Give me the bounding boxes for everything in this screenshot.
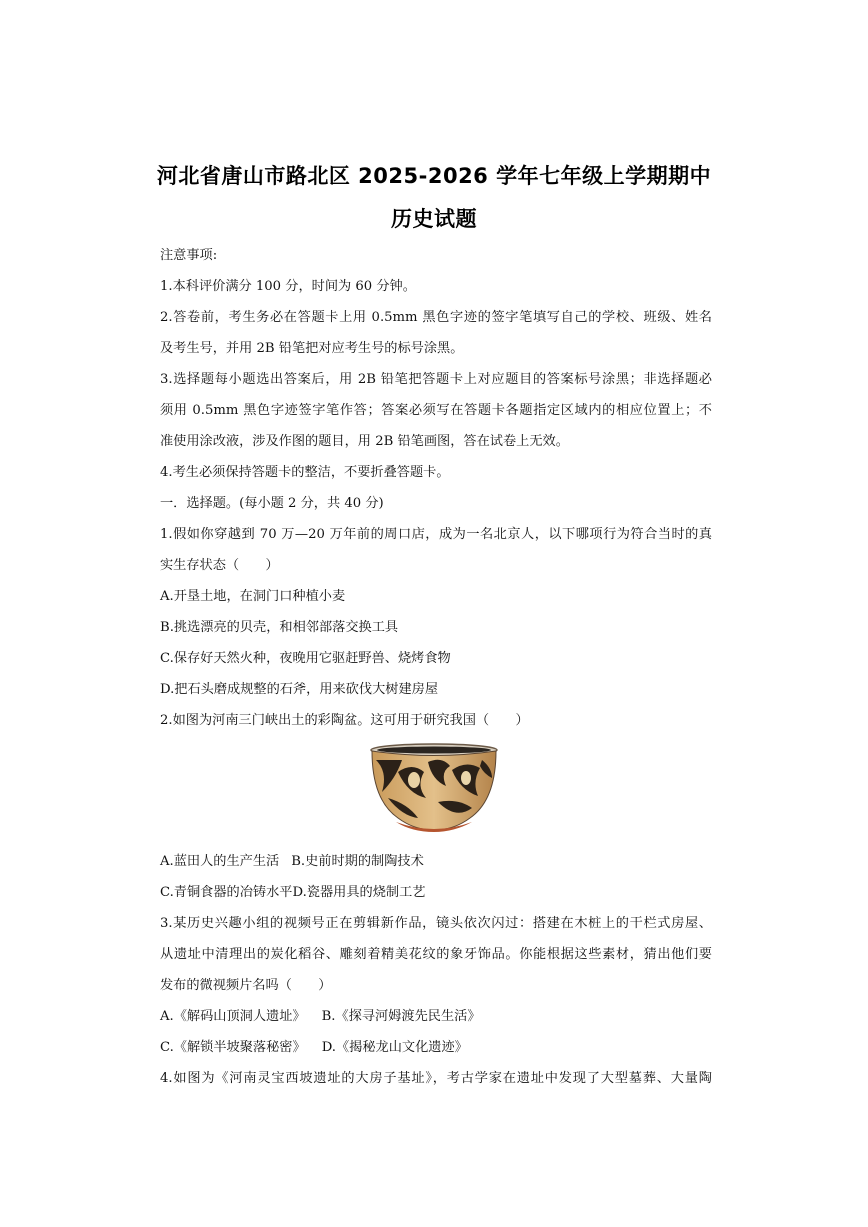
- question-2-option-b: B.史前时期的制陶技术: [291, 854, 424, 869]
- question-2-option-d: D.瓷器用具的烧制工艺: [292, 885, 426, 900]
- question-2-stem: 2.如图为河南三门峡出土的彩陶盆。这可用于研究我国（ ）: [160, 713, 529, 728]
- question-3-stem-line-2: 从遗址中清理出的炭化稻谷、雕刻着精美花纹的象牙饰品。你能根据这些素材，猜出他们要: [160, 947, 712, 962]
- exam-subject-title: 历史试题: [391, 207, 477, 231]
- section-heading: 一．选择题。(每小题 2 分，共 40 分): [160, 496, 384, 511]
- question-1-option-c: C.保存好天然火种，夜晚用它驱赶野兽、烧烤食物: [160, 651, 451, 666]
- exam-title: 河北省唐山市路北区 2025-2026 学年七年级上学期期中: [156, 164, 712, 188]
- notice-item-2-line-1: 2.答卷前，考生务必在答题卡上用 0.5mm 黑色字迹的签字笔填写自己的学校、班级、姓名: [160, 310, 712, 325]
- question-1-option-b: B.挑选漂亮的贝壳，和相邻部落交换工具: [160, 620, 399, 635]
- notice-item-3-line-1: 3.选择题每小题选出答案后，用 2B 铅笔把答题卡上对应题目的答案标号涂黑；非选择题必: [160, 372, 712, 387]
- question-1-option-d: D.把石头磨成规整的石斧，用来砍伐大树建房屋: [160, 682, 439, 697]
- notice-item-3-line-3: 准使用涂改液，涉及作图的题目，用 2B 铅笔画图，答在试卷上无效。: [160, 434, 569, 449]
- painted-pottery-basin-image: [368, 742, 500, 834]
- question-2-options-row-2: [160, 877, 712, 908]
- question-3-options-row-2: [160, 1032, 712, 1063]
- notice-heading: 注意事项:: [160, 248, 218, 263]
- question-3-option-a: A.《解码山顶洞人遗址》: [160, 1009, 306, 1024]
- question-3-option-b: B.《探寻河姆渡先民生活》: [321, 1009, 481, 1024]
- question-3-stem-line-1: 3.某历史兴趣小组的视频号正在剪辑新作品，镜头依次闪过：搭建在木桩上的干栏式房屋、: [160, 916, 712, 931]
- exam-body: [160, 240, 712, 1094]
- question-3-options-row-1: [160, 1001, 712, 1032]
- question-2-option-a: A.蓝田人的生产生活: [160, 854, 280, 869]
- notice-item-1: 1.本科评价满分 100 分，时间为 60 分钟。: [160, 279, 416, 294]
- question-3-option-d: D.《揭秘龙山文化遗迹》: [321, 1040, 468, 1055]
- question-3-stem-line-3: 发布的微视频片名吗（ ）: [160, 978, 332, 993]
- question-2-figure: [160, 736, 712, 846]
- notice-item-2-line-2: 及考生号，并用 2B 铅笔把对应考生号的标号涂黑。: [160, 341, 464, 356]
- question-2-option-c: C.青铜食器的冶铸水平: [160, 885, 293, 900]
- question-1-stem-line-1: 1.假如你穿越到 70 万—20 万年前的周口店，成为一名北京人，以下哪项行为符合当时的真: [160, 527, 712, 542]
- question-1-option-a: A.开垦土地，在洞门口种植小麦: [160, 589, 346, 604]
- notice-item-4: 4.考生必须保持答题卡的整洁，不要折叠答题卡。: [160, 465, 450, 480]
- question-4-stem-line-1: 4.如图为《河南灵宝西坡遗址的大房子基址》，考古学家在遗址中发现了大型墓葬、大量陶: [160, 1071, 712, 1086]
- notice-item-3-line-2: 须用 0.5mm 黑色字迹签字笔作答；答案必须写在答题卡各题指定区域内的相应位置上；不: [160, 403, 712, 418]
- question-3-option-c: C.《解锁半坡聚落秘密》: [160, 1040, 306, 1055]
- question-1-stem-line-2: 实生存状态（ ）: [160, 558, 279, 573]
- question-2-options-row-1: [160, 846, 712, 877]
